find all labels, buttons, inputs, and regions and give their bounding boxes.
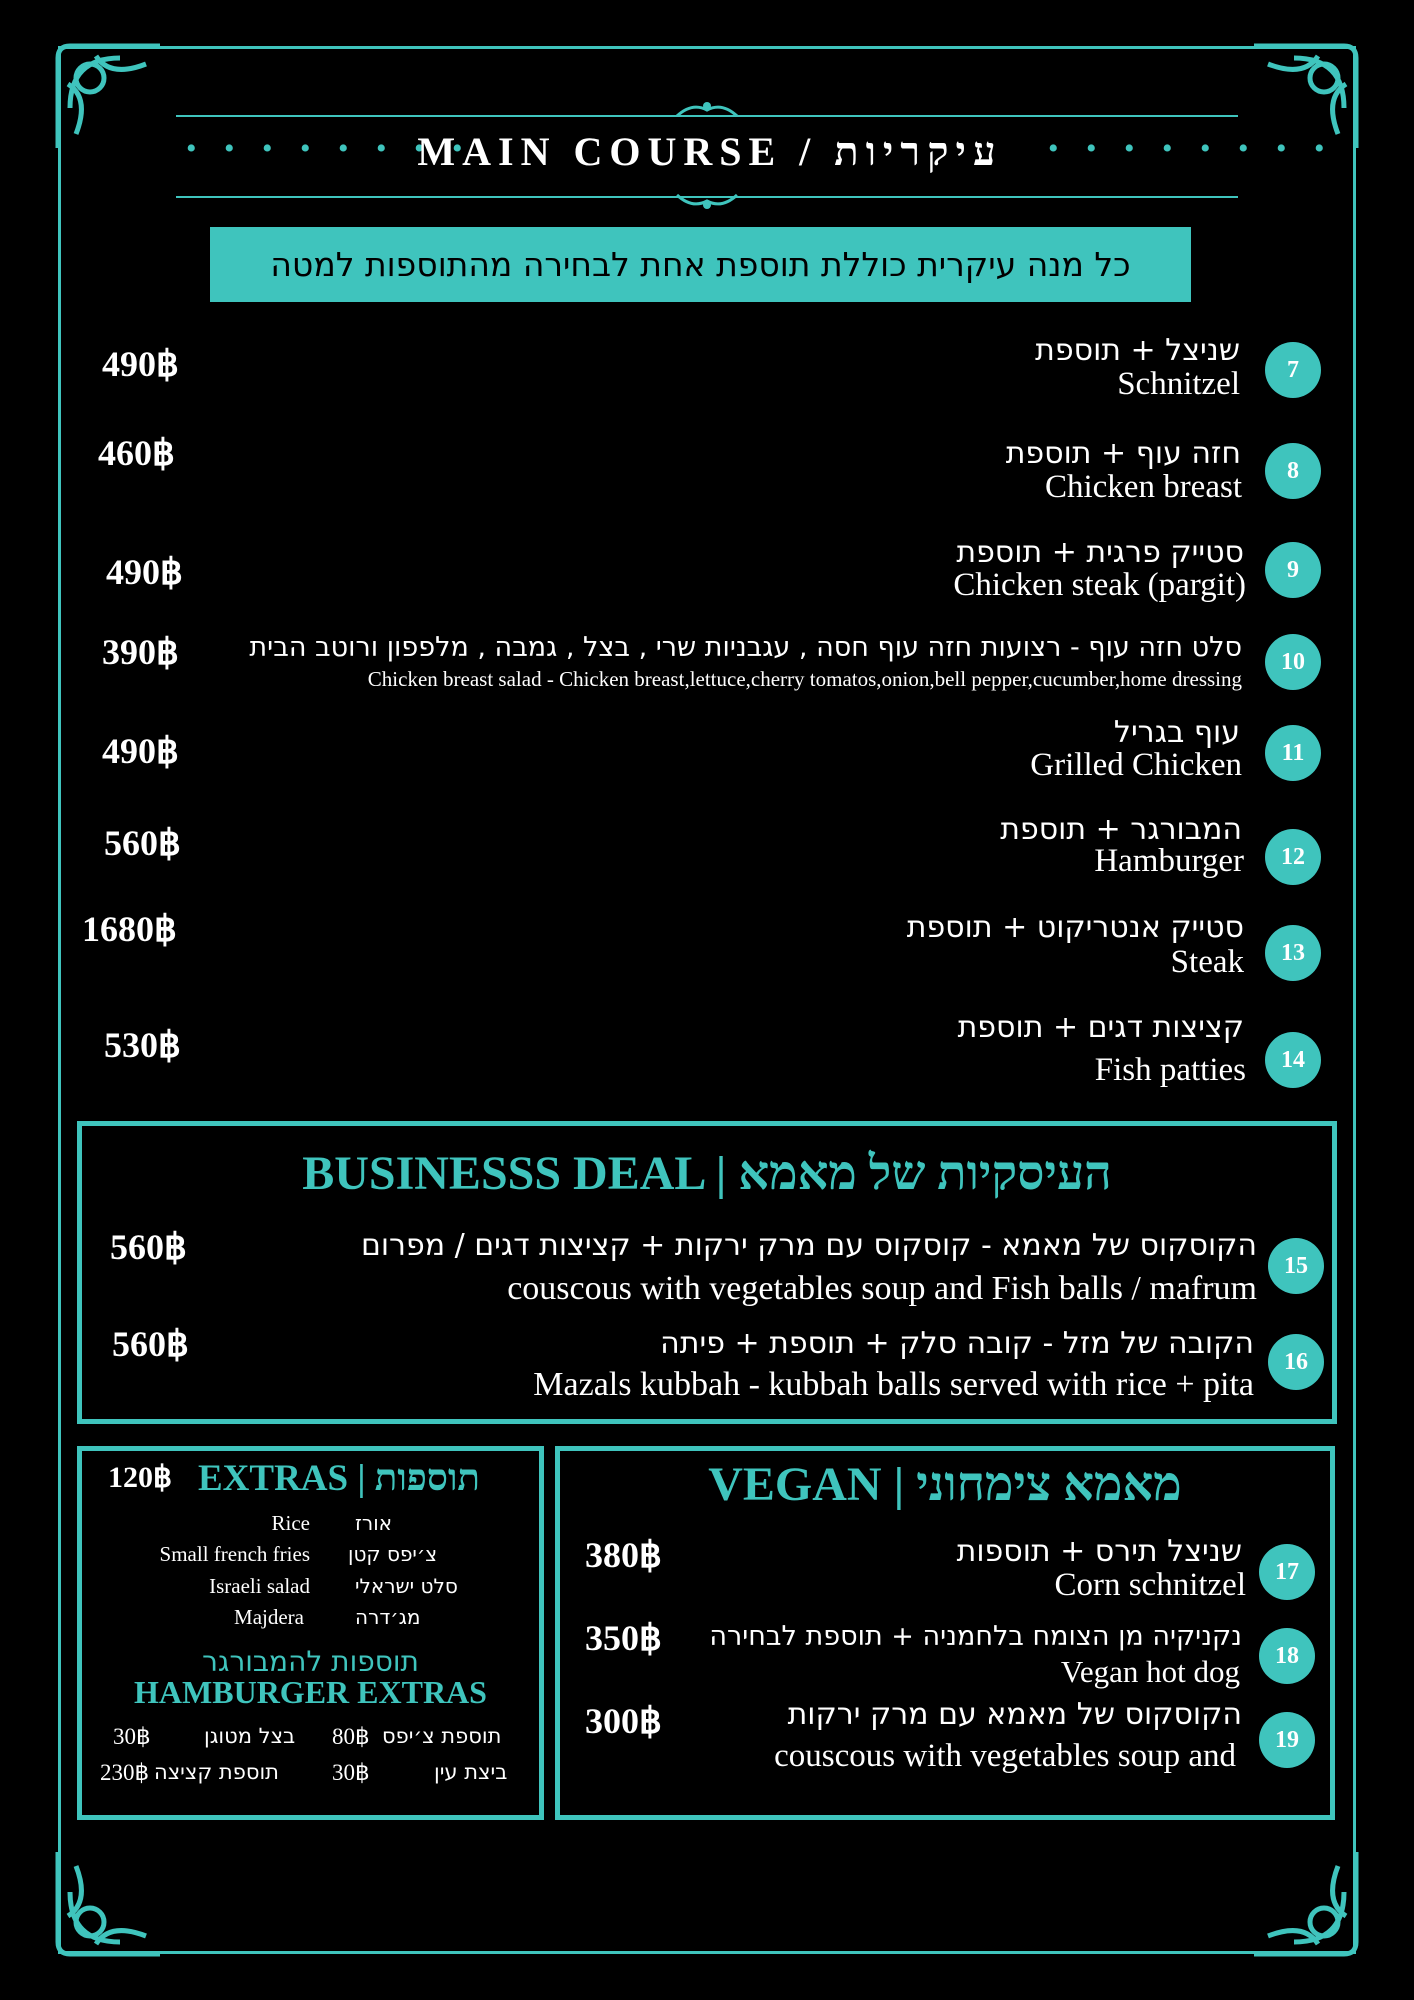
item-price: 1680฿ — [82, 909, 177, 949]
item-name-en: Chicken breast — [1044, 469, 1242, 505]
extras-price: 120฿ — [108, 1461, 173, 1494]
item-number-badge: 14 — [1265, 1032, 1321, 1088]
business-deal-title: BUSINESSS DEAL | העיסקיות של מאמא — [302, 1147, 1112, 1200]
item-number-badge: 16 — [1268, 1334, 1324, 1390]
item-number-badge: 8 — [1265, 443, 1321, 499]
item-price: 490฿ — [106, 552, 183, 592]
burger-extra-name: תוספת צ׳יפס — [382, 1724, 502, 1748]
crown-flourish-icon — [672, 193, 742, 213]
item-name-he: עוף בגריל — [1113, 715, 1240, 750]
item-price: 380฿ — [585, 1535, 662, 1575]
vegan-title: VEGAN | מאמא צימחוני — [708, 1458, 1182, 1511]
page-title: MAIN COURSE / עיקריות — [417, 129, 1003, 174]
item-number-badge: 10 — [1265, 634, 1321, 690]
item-number-badge: 7 — [1265, 342, 1321, 398]
corner-ornament-icon — [50, 38, 170, 158]
item-name-en: couscous with vegetables soup and Fish balls / mafrum — [507, 1270, 1257, 1307]
item-price: 390฿ — [102, 632, 179, 672]
corner-ornament-icon — [50, 1842, 170, 1962]
extra-name-en: Majdera — [234, 1605, 304, 1629]
item-price: 560฿ — [110, 1227, 187, 1267]
extras-title: EXTRAS | תוספות — [198, 1458, 480, 1499]
item-name-he: הקוסקוס של מאמא עם מרק ירקות — [787, 1697, 1242, 1732]
item-price: 350฿ — [585, 1618, 662, 1658]
item-name-en: Chicken steak (pargit) — [953, 567, 1246, 603]
item-name-en: Grilled Chicken — [1030, 747, 1242, 783]
item-name-en: Chicken breast salad - Chicken breast,lettuce,cherry tomatos,onion,bell pepper,cucumber,home dressing — [367, 667, 1242, 691]
item-price: 560฿ — [112, 1324, 189, 1364]
burger-extra-name: בצל מטוגן — [204, 1724, 296, 1748]
burger-extras-title-en: HAMBURGER EXTRAS — [134, 1674, 487, 1710]
item-number-badge: 12 — [1265, 829, 1321, 885]
burger-extra-name: תוספת קציצה — [154, 1760, 279, 1784]
item-number-badge: 18 — [1259, 1628, 1315, 1684]
burger-extra-price: 230฿ — [100, 1760, 150, 1785]
item-name-en: Corn schnitzel — [1054, 1567, 1246, 1603]
item-name-he: הקובה של מזל - קובה סלק + תוספת + פיתה — [660, 1326, 1254, 1361]
item-name-he: הקוסקוס של מאמא - קוסקוס עם מרק ירקות + קציצות דגים / מפרום — [360, 1228, 1257, 1263]
item-name-he: סטייק אנטריקוט + תוספת — [906, 910, 1244, 945]
burger-extra-price: 30฿ — [332, 1760, 370, 1785]
extra-name-en: Israeli salad — [209, 1574, 310, 1598]
burger-extra-name: ביצת עין — [434, 1760, 508, 1784]
extra-name-he: סלט ישראלי — [355, 1574, 458, 1598]
header-dots-left: • • • • • • • • — [186, 132, 473, 165]
side-dish-notice: כל מנה עיקרית כוללת תוספת אחת לבחירה מהתוספות למטה — [210, 227, 1191, 302]
item-number-badge: 19 — [1259, 1712, 1315, 1768]
item-name-he: סטייק פרגית + תוספת — [956, 535, 1244, 570]
item-name-en: Steak — [1170, 944, 1244, 980]
item-name-en: Fish patties — [1094, 1052, 1246, 1088]
item-number-badge: 15 — [1268, 1238, 1324, 1294]
burger-extra-price: 80฿ — [332, 1724, 370, 1749]
extra-name-he: צ׳יפס קטן — [348, 1542, 438, 1566]
item-name-en: Schnitzel — [1117, 366, 1240, 402]
item-name-he: שניצל + תוספת — [1035, 333, 1240, 368]
item-name-he: נקניקיה מן הצומח בלחמניה + תוספת לבחירה — [709, 1621, 1242, 1652]
extra-name-en: Small french fries — [159, 1542, 310, 1566]
item-number-badge: 17 — [1259, 1544, 1315, 1600]
item-name-he: חזה עוף + תוספת — [1005, 436, 1241, 471]
item-number-badge: 11 — [1265, 725, 1321, 781]
item-price: 300฿ — [585, 1701, 662, 1741]
item-name-en: Mazals kubbah - kubbah balls served with rice + pita — [533, 1366, 1254, 1403]
extra-name-he: אורז — [355, 1511, 393, 1535]
item-price: 560฿ — [104, 823, 181, 863]
item-name-en: Vegan hot dog — [1060, 1654, 1240, 1689]
item-name-en: Hamburger — [1094, 843, 1244, 879]
item-name-en: couscous with vegetables soup and — [774, 1738, 1236, 1774]
item-number-badge: 13 — [1265, 925, 1321, 981]
corner-ornament-icon — [1244, 1842, 1364, 1962]
item-price: 490฿ — [102, 344, 179, 384]
item-number-badge: 9 — [1265, 542, 1321, 598]
item-name-he: סלט חזה עוף - רצועות חזה עוף חסה , עגבניות שרי , בצל , גמבה , מלפפון ורוטב הבית — [249, 632, 1242, 663]
item-name-he: קציצות דגים + תוספת — [957, 1010, 1244, 1045]
extra-name-he: מג׳דרה — [355, 1605, 421, 1629]
item-price: 460฿ — [98, 433, 175, 473]
burger-extras-title-he: תוספות להמבורגר — [202, 1645, 419, 1678]
item-name-he: המבורגר + תוספת — [1000, 812, 1242, 847]
item-name-he: שניצל תירס + תוספות — [956, 1534, 1242, 1569]
item-price: 490฿ — [102, 731, 179, 771]
header-dots-right: • • • • • • • • — [1048, 132, 1335, 165]
crown-flourish-icon — [672, 98, 742, 118]
item-price: 530฿ — [104, 1025, 181, 1065]
extra-name-en: Rice — [271, 1511, 310, 1535]
burger-extra-price: 30฿ — [113, 1724, 151, 1749]
